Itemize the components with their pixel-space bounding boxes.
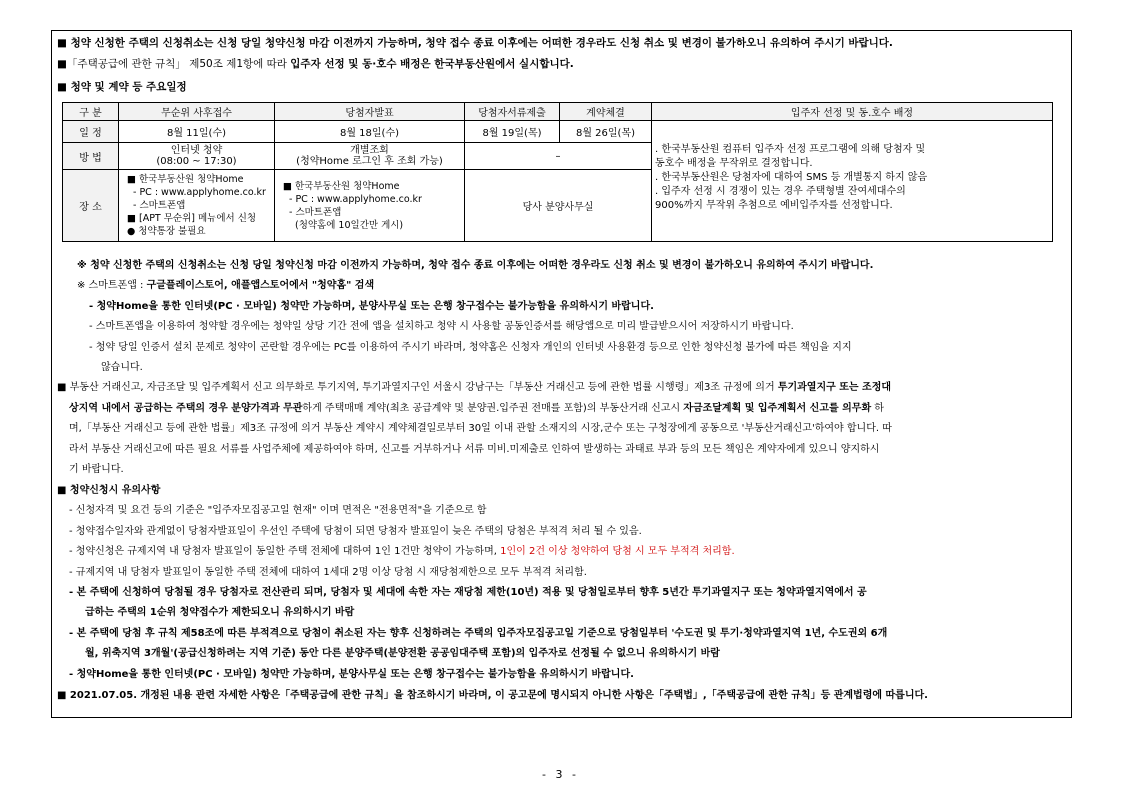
caution-item: - 신청자격 및 요건 등의 기준은 "입주자모집공고일 현재" 이며 면적은 "전용면적"을 기준으로 함 (69, 505, 487, 516)
header-assignment: 입주자 선정 및 동.호수 배정 (652, 103, 1053, 121)
assign-note: . 한국부동산원 컴퓨터 입주자 선정 프로그램에 의해 당첨자 및 (655, 144, 926, 155)
note-smartphone: ※ 스마트폰앱 : 구글플레이스토어, 애플앱스토어에서 "청약홈" 검색 (77, 280, 375, 291)
place-announce-line: (청약홈에 10일간만 게시) (295, 219, 404, 231)
realestate-line-2: 상지역 내에서 공급하는 주택의 경우 분양가격과 무관하게 주택매매 계약(최초 공급계약 및 분양권.입주권 전매를 포함)의 부동산거래 신고시 자금조달계획 및 입주계획서 신고를 의무화 하 (69, 403, 884, 414)
place-apply-line: ● 청약통장 불필요 (127, 226, 206, 237)
caution-item: - 청약신청은 규제지역 내 당첨자 발표일이 동일한 주택 전체에 대하여 1인 1건만 청약이 가능하며, 1인이 2건 이상 청약하여 당첨 시 모두 부적격 처리함. (69, 546, 735, 557)
realestate-line-4: 라서 부동산 거래신고에 따른 필요 서류를 사업주체에 제공하여야 하며, 신고를 거부하거나 서류 미비.미제출로 인하여 발생하는 과태료 부과 등의 모든 책임은 계약자에게 있으니 양지하시 (69, 444, 880, 455)
header-category: 구 분 (63, 103, 119, 121)
assign-note: 900%까지 무작위 추첨으로 예비입주자를 선정합니다. (655, 200, 893, 211)
date-documents: 8월 19일(목) (465, 121, 560, 143)
note-certificate-cont: 않습니다. (101, 362, 143, 373)
schedule-title: ■ 청약 및 계약 등 주요일정 (57, 81, 187, 93)
place-announce-line: - 스마트폰앱 (289, 206, 342, 218)
revision-notice: ■ 2021.07.05. 개정된 내용 관련 자세한 사항은「주택공급에 관한 규칙」을 참조하시기 바라며, 이 공고문에 명시되지 아니한 사항은「주택법」,「주택공급에 관한 규칙」등 관계법령에 따릅니다. (57, 690, 928, 701)
date-contract: 8월 26일(목) (560, 121, 652, 143)
place-announce-line: - PC : www.applyhome.co.kr (289, 193, 422, 205)
method-announce (275, 143, 465, 170)
caution-item: - 청약접수일자와 관계없이 당첨자발표일이 우선인 주택에 당첨이 되면 당첨자 발표일이 늦은 주택의 당첨은 부적격 처리 될 수 있음. (69, 526, 642, 537)
method-dash: – (465, 143, 652, 170)
note-app-install: - 스마트폰앱을 이용하여 청약할 경우에는 청약일 상당 기간 전에 앱을 설치하고 청약 시 사용할 공동인증서를 해당앱으로 미리 발급받으시어 저장하시기 바랍니다. (89, 321, 794, 332)
header-announce: 당첨자발표 (275, 103, 465, 121)
note-certificate: - 청약 당일 인증서 설치 문제로 청약이 곤란할 경우에는 PC를 이용하여 주시기 바라며, 청약홈은 신청자 개인의 인터넷 사용환경 등으로 인한 청약신청 불가에 따른 책임을 지지 (89, 342, 852, 353)
page-number: - 3 - (542, 768, 579, 781)
date-announce: 8월 18일(수) (275, 121, 465, 143)
caution-item: - 본 주택에 당첨 후 규칙 제58조에 따른 부적격으로 당첨이 취소된 자는 향후 신청하려는 주택의 입주자모집공고일 기준으로 당첨일부터 '수도권 및 투기·청약과열지역 1년, 수도권외 6개 (69, 628, 888, 639)
place-announce-line: ■ 한국부동산원 청약Home (283, 180, 400, 192)
realestate-line-3: 며,「부동산 거래신고 등에 관한 법률」제3조 규정에 의거 부동산 계약시 계약체결일로부터 30일 이내 관할 소재지의 시장,군수 또는 구청장에게 공동으로 '부동산거래신고'하여야 합니다. 따 (69, 423, 892, 434)
caution-item-cont: 급하는 주택의 1순위 청약접수가 제한되오니 유의하시기 바람 (85, 607, 355, 618)
realestate-line-5: 기 바랍니다. (69, 464, 124, 475)
place-apply (119, 170, 275, 242)
schedule-table (62, 102, 1053, 242)
date-apply: 8월 11일(수) (119, 121, 275, 143)
method-apply (119, 143, 275, 170)
place-apply-line: - 스마트폰앱 (133, 200, 186, 211)
realestate-line-1: ■ 부동산 거래신고, 자금조달 및 입주계획서 신고 의무화로 투기지역, 투기과열지구인 서울시 강남구는「부동산 거래신고 등에 관한 법률 시행령」제3조 규정에 의거 투기과열지구 또는 조정대 (57, 382, 892, 393)
assign-note: . 한국부동산원은 당첨자에 대하여 SMS 등 개별통지 하지 않음 (655, 172, 928, 183)
caution-title: ■ 청약신청시 유의사항 (57, 485, 161, 496)
assign-note: 동호수 배정을 무작위로 결정합니다. (655, 158, 813, 169)
caution-item: - 본 주택에 신청하여 당첨될 경우 당첨자로 전산관리 되며, 당첨자 및 세대에 속한 자는 재당첨 제한(10년) 적용 및 당첨일로부터 향후 5년간 투기과열지구 또는 청약과열지역에서 공 (69, 587, 867, 598)
cancel-notice: ■ 청약 신청한 주택의 신청취소는 신청 당일 청약신청 마감 이전까지 가능하며, 청약 접수 종료 이후에는 어떠한 경우라도 신청 취소 및 변경이 불가하오니 유의하여 주시기 바랍니다. (57, 37, 893, 49)
row-label-date: 일 정 (63, 121, 119, 143)
method-announce-line: 개별조회 (350, 145, 389, 156)
header-documents: 당첨자서류제출 (465, 103, 560, 121)
table-header-row (63, 103, 1053, 121)
header-apply: 무순위 사후접수 (119, 103, 275, 121)
place-announce (275, 170, 465, 242)
header-contract: 계약체결 (560, 103, 652, 121)
place-contract: 당사 분양사무실 (465, 170, 652, 242)
table-row (63, 121, 1053, 143)
note-cancel: ※ 청약 신청한 주택의 신청취소는 신청 당일 청약신청 마감 이전까지 가능하며, 청약 접수 종료 이후에는 어떠한 경우라도 신청 취소 및 변경이 불가하오니 유의하여 주시기 바랍니다. (77, 260, 874, 271)
caution-item: - 규제지역 내 당첨자 발표일이 동일한 주택 전체에 대하여 1세대 2명 이상 당첨 시 재당첨제한으로 모두 부적격 처리함. (69, 567, 587, 578)
row-label-place: 장 소 (63, 170, 119, 242)
note-internet-only: - 청약Home을 통한 인터넷(PC · 모바일) 청약만 가능하며, 분양사무실 또는 은행 창구접수는 불가능함을 유의하시기 바랍니다. (89, 301, 654, 312)
caution-item: - 청약Home을 통한 인터넷(PC · 모바일) 청약만 가능하며, 분양사무실 또는 은행 창구접수는 불가능함을 유의하시기 바랍니다. (69, 669, 634, 680)
assignment-notice: ■「주택공급에 관한 규칙」 제50조 제1항에 따라 입주자 선정 및 동·호수 배정은 한국부동산원에서 실시합니다. (57, 58, 574, 70)
place-apply-line: - PC : www.applyhome.co.kr (133, 187, 266, 198)
row-label-method: 방 법 (63, 143, 119, 170)
assignment-notes (652, 121, 1053, 242)
method-announce-note: (청약Home 로그인 후 조회 가능) (296, 156, 443, 167)
method-apply-hours: (08:00 ~ 17:30) (156, 156, 237, 167)
place-apply-line: ■ 한국부동산원 청약Home (127, 174, 244, 185)
place-apply-line: ■ [APT 무순위] 메뉴에서 신청 (127, 213, 257, 224)
assign-note: . 입주자 선정 시 경쟁이 있는 경우 주택형별 잔여세대수의 (655, 186, 906, 197)
method-apply-line: 인터넷 청약 (170, 145, 223, 156)
caution-item-cont: 월, 위축지역 3개월'(공급신청하려는 지역 기준) 동안 다른 분양주택(분양전환 공공임대주택 포함)의 입주자로 선정될 수 없으니 유의하시기 바람 (85, 648, 720, 659)
